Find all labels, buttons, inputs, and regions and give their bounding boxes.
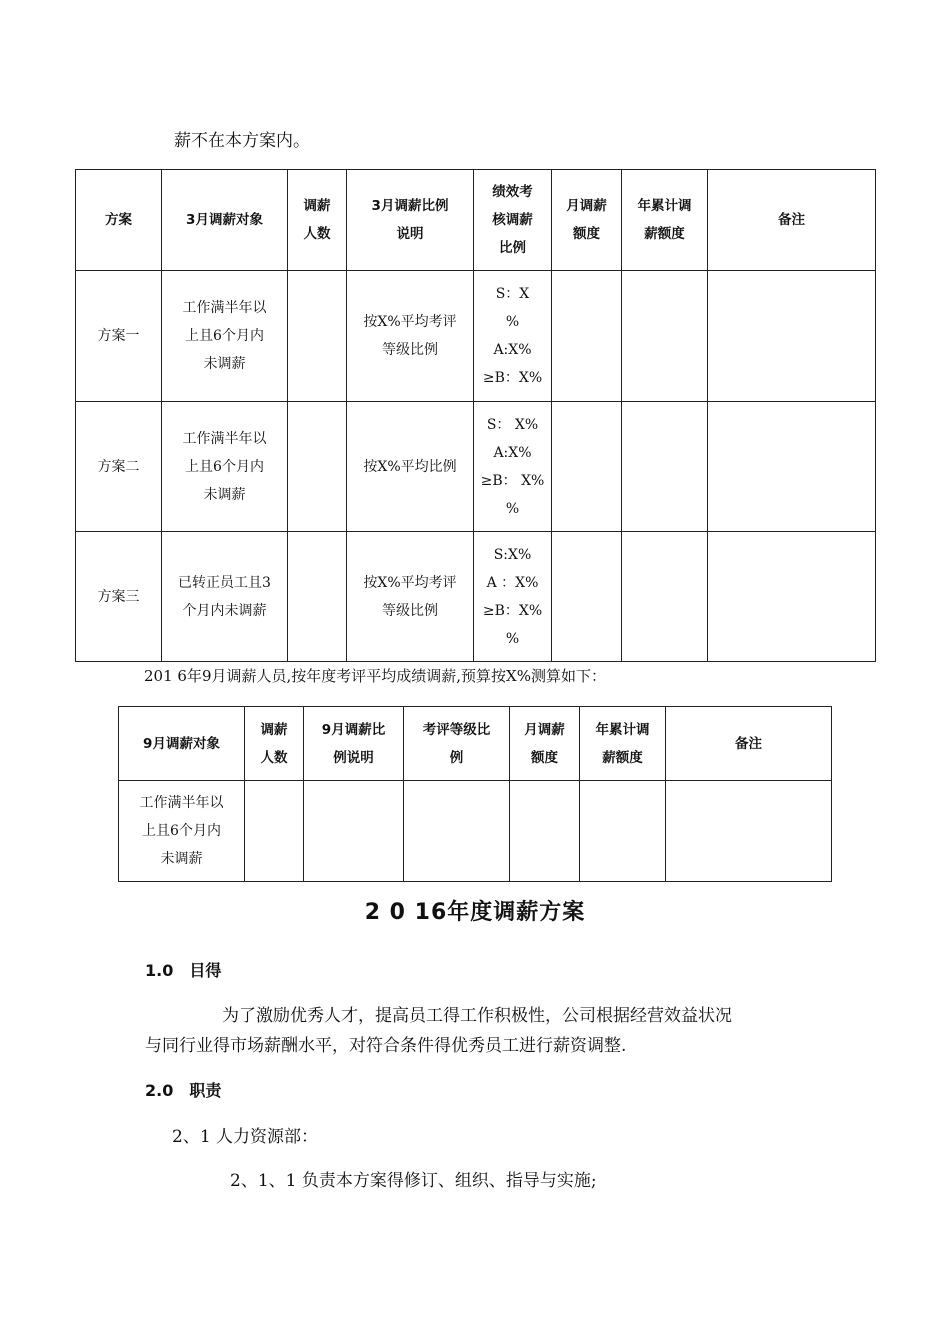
table-cell (666, 781, 832, 882)
table-plan-september (118, 706, 832, 882)
header-cell: 3月调薪对象 (162, 170, 288, 271)
table-plan-march (75, 169, 876, 662)
table-cell: S：X % A:X% ≥B：X% (474, 271, 552, 402)
table-row (76, 271, 876, 402)
table-cell (580, 781, 666, 882)
header-cell: 调薪 人数 (245, 707, 304, 781)
table-cell: 工作满半年以 上且6个月内 未调薪 (162, 271, 288, 402)
header-cell: 3月调薪比例 说明 (347, 170, 474, 271)
section-heading: 1.0 目得 (145, 961, 222, 980)
table-cell: S:X% A ：X% ≥B：X% % (474, 532, 552, 662)
table-cell: S： X% A:X% ≥B： X% % (474, 402, 552, 532)
table-cell (622, 402, 708, 532)
header-cell: 备注 (666, 707, 832, 781)
table-row (76, 532, 876, 662)
table-cell: 按X%平均比例 (347, 402, 474, 532)
table-cell (552, 402, 622, 532)
table-row (76, 402, 876, 532)
table-header-row (119, 707, 832, 781)
table-cell: 工作满半年以 上且6个月内 未调薪 (162, 402, 288, 532)
table-cell: 按X%平均考评 等级比例 (347, 271, 474, 402)
paragraph-line: 为了激励优秀人才，提高员工得工作积极性，公司根据经营效益状况 (222, 1006, 732, 1026)
header-cell: 年累计调 薪额度 (622, 170, 708, 271)
paragraph-line: 与同行业得市场薪酬水平，对符合条件得优秀员工进行薪资调整. (145, 1036, 627, 1056)
table-header-row (76, 170, 876, 271)
header-cell: 月调薪 额度 (552, 170, 622, 271)
header-cell: 方案 (76, 170, 162, 271)
subsection-line: 2、1 人力资源部： (172, 1127, 319, 1147)
header-cell: 备注 (708, 170, 876, 271)
header-cell: 月调薪 额度 (510, 707, 580, 781)
section-heading: 2.0 职责 (145, 1081, 222, 1100)
table-cell (622, 532, 708, 662)
table-cell (304, 781, 404, 882)
mid-line: 201 6年9月调薪人员,按年度考评平均成绩调薪,预算按X%测算如下： (144, 667, 606, 685)
table-cell (708, 402, 876, 532)
table-cell (622, 271, 708, 402)
intro-line: 薪不在本方案内。 (174, 131, 310, 151)
table-row (119, 781, 832, 882)
table-cell (245, 781, 304, 882)
table-cell: 方案一 (76, 271, 162, 402)
header-cell: 调薪 人数 (288, 170, 347, 271)
table-cell (288, 532, 347, 662)
table-cell (552, 532, 622, 662)
subsection-line: 2、1、1 负责本方案得修订、组织、指导与实施; (230, 1171, 597, 1191)
table-cell (288, 271, 347, 402)
header-cell: 9月调薪对象 (119, 707, 245, 781)
table-cell: 已转正员工且3 个月内未调薪 (162, 532, 288, 662)
header-cell: 年累计调 薪额度 (580, 707, 666, 781)
table-cell (288, 402, 347, 532)
table-cell (708, 532, 876, 662)
header-cell: 绩效考 核调薪 比例 (474, 170, 552, 271)
table-cell (552, 271, 622, 402)
header-cell: 考评等级比 例 (404, 707, 510, 781)
document-title: 2 0 16年度调薪方案 (364, 900, 586, 925)
table-cell (510, 781, 580, 882)
table-cell: 工作满半年以 上且6个月内 未调薪 (119, 781, 245, 882)
table-cell (708, 271, 876, 402)
table-cell: 方案三 (76, 532, 162, 662)
header-cell: 9月调薪比 例说明 (304, 707, 404, 781)
table-cell: 方案二 (76, 402, 162, 532)
table-cell (404, 781, 510, 882)
table-cell: 按X%平均考评 等级比例 (347, 532, 474, 662)
